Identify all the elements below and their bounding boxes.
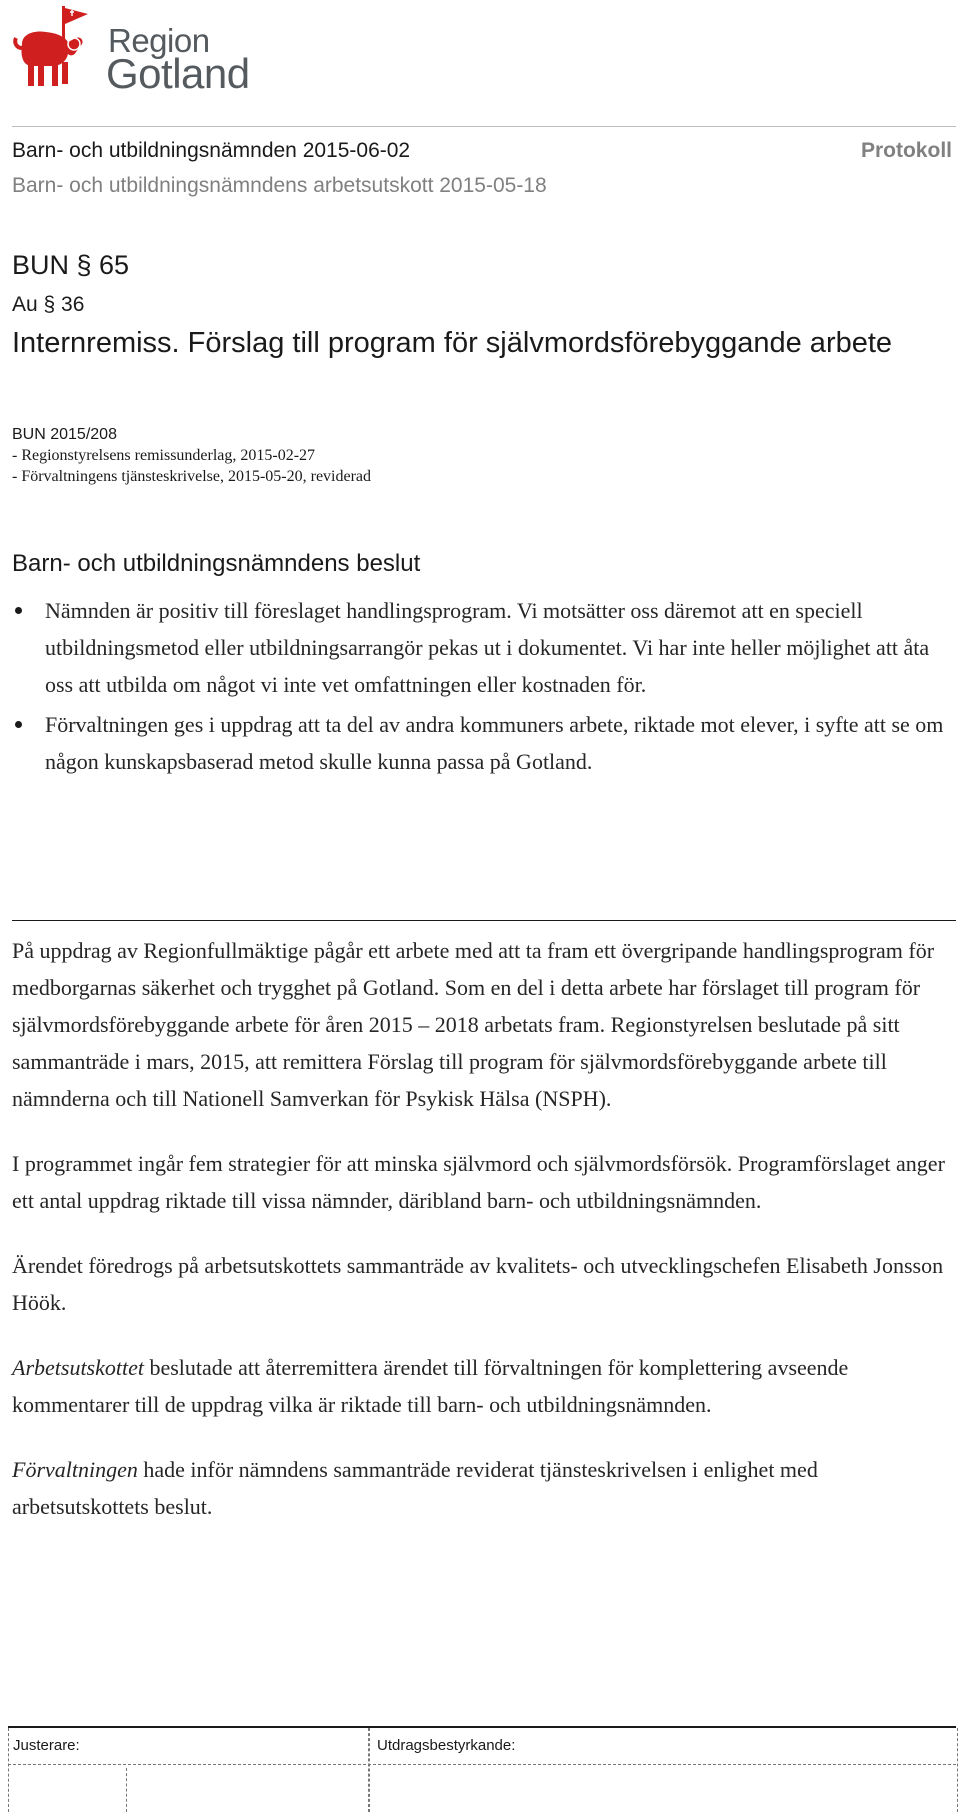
footer-row-divider [8, 1764, 956, 1765]
au-paragraph-number: Au § 36 [12, 293, 85, 316]
emphasis-arbetsutskottet: Arbetsutskottet [12, 1355, 144, 1380]
body-paragraph [12, 1349, 957, 1423]
reference-item: - Förvaltningens tjänsteskrivelse, 2015-05-20, reviderad [12, 468, 372, 485]
footer-inner-divider [126, 1768, 128, 1812]
bullet-icon [15, 607, 22, 614]
decision-item-text: Nämnden är positiv till föreslaget handlingsprogram. Vi motsätter oss däremot att en speciell utbildningsmetod eller utbildningsarrangör pekas ut i dokumentet. Vi har inte heller möjlighet att åta oss att utbilda om något vi inte vet omfattningen eller kostnaden för. [45, 598, 930, 697]
utdrag-label: Utdragsbestyrkande: [377, 1737, 516, 1754]
decision-item [12, 706, 957, 780]
justerare-label: Justerare: [13, 1737, 80, 1754]
decision-item [12, 592, 957, 703]
case-title: Internremiss. Förslag till program för självmordsförebyggande arbete [12, 327, 893, 359]
decision-list [12, 592, 957, 783]
section-divider [12, 920, 956, 921]
region-gotland-logo [12, 4, 252, 97]
case-dnr: BUN 2015/208 [12, 426, 117, 443]
body-paragraph: I programmet ingår fem strategier för att minska självmord och självmordsförsök. Programförslaget anger ett antal uppdrag riktade till vissa nämnder, däribland barn- och utbildningsnämnden. [12, 1151, 945, 1213]
committee-line: Barn- och utbildningsnämndens arbetsutskott 2015-05-18 [12, 174, 547, 197]
body-paragraph-text: beslutade att återremittera ärendet till förvaltningen för komplettering avseende kommentarer till de uppdrag vilka är riktade till barn- och utbildningsnämnden. [12, 1355, 849, 1417]
decision-item-text: Förvaltningen ges i uppdrag att ta del av andra kommuners arbete, riktade mot elever, i syfte att se om någon kunskapsbaserad metod skulle kunna passa på Gotland. [45, 712, 944, 774]
emphasis-forvaltningen: Förvaltningen [12, 1457, 138, 1482]
header-rule [12, 126, 956, 127]
bullet-icon [15, 721, 22, 728]
logo-text-gotland: Gotland [106, 50, 250, 97]
body-paragraph: På uppdrag av Regionfullmäktige pågår ett arbete med att ta fram ett övergripande handlingsprogram för medborgarnas säkerhet och trygghet på Gotland. Som en del i detta arbete har förslaget till program för självmordsförebyggande arbete för åren 2015 – 2018 arbetats fram. Regionstyrelsen beslutade på sitt sammanträde i mars, 2015, att remittera Förslag till program för självmordsförebyggande arbete till nämnderna och till Nationell Samverkan för Psykisk Hälsa (NSPH). [12, 938, 935, 1111]
body-paragraph [12, 1451, 957, 1525]
logo-text-region: Region [108, 22, 210, 59]
case-body [12, 932, 957, 1553]
reference-item: - Regionstyrelsens remissunderlag, 2015-02-27 [12, 447, 316, 464]
case-references [12, 424, 371, 487]
meeting-line: Barn- och utbildningsnämnden 2015-06-02 [12, 139, 411, 162]
body-paragraph: Ärendet föredrogs på arbetsutskottets sammanträde av kvalitets- och utvecklingschefen Elisabeth Jonsson Höök. [12, 1253, 944, 1315]
decision-heading: Barn- och utbildningsnämndens beslut [12, 550, 421, 577]
body-paragraph-text: hade inför nämndens sammanträde reviderat tjänsteskrivelsen i enlighet med arbetsutskottets beslut. [12, 1457, 818, 1519]
paragraph-number: BUN § 65 [12, 250, 130, 280]
document-type: Protokoll [860, 139, 952, 162]
signature-footer [8, 1726, 956, 1812]
gotland-ram-banner-icon [12, 4, 92, 90]
